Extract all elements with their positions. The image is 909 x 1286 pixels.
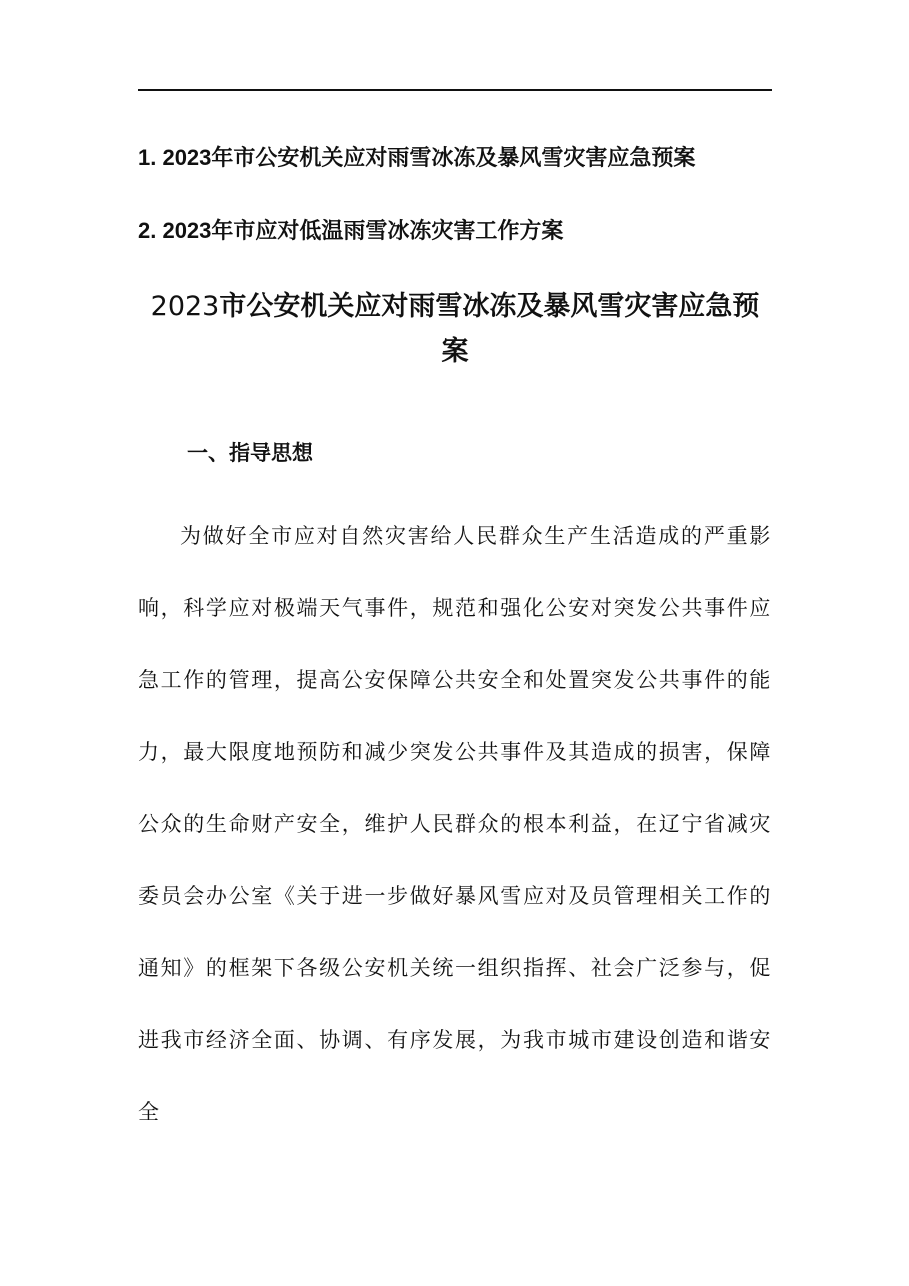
- document-title: [138, 284, 772, 374]
- toc-item-1: 1. 2023年市公安机关应对雨雪冰冻及暴风雪灾害应急预案: [138, 145, 696, 170]
- document-title-year: 2023: [150, 291, 220, 322]
- toc-item-2: 2. 2023年市应对低温雨雪冰冻灾害工作方案: [138, 218, 564, 243]
- document-title-text: 市公安机关应对雨雪冰冻及暴风雪灾害应急预案: [219, 291, 760, 367]
- section-body-paragraph: 为做好全市应对自然灾害给人民群众生产生活造成的严重影响，科学应对极端天气事件，规范和强化公安对突发公共事件应急工作的管理，提高公安保障公共安全和处置突发公共事件的能力，最大限度地预防和减少突发公共事件及其造成的损害，保障公众的生命财产安全，维护人民群众的根本利益，在辽宁省减灾委员会办公室《关于进一步做好暴风雪应对及员管理相关工作的通知》的框架下各级公安机关统一组织指挥、社会广泛参与，促进我市经济全面、协调、有序发展，为我市城市建设创造和谐安全: [138, 524, 772, 1124]
- top-divider: [138, 89, 772, 91]
- section-heading: 一、指导思想: [187, 441, 313, 465]
